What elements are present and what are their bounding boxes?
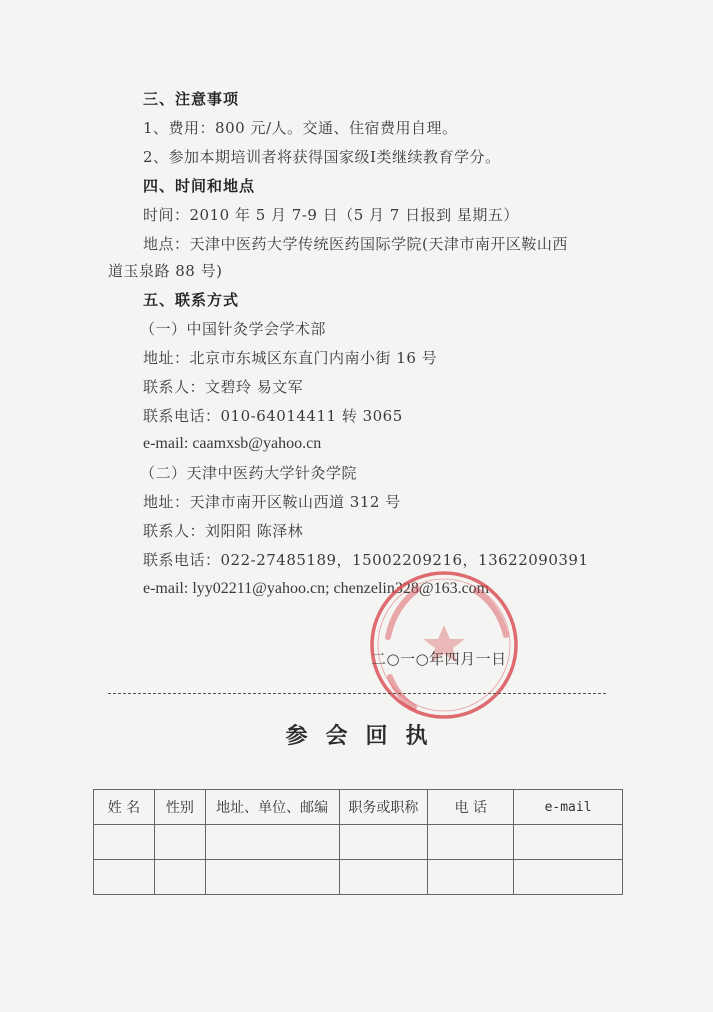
org2-phone: 联系电话：022-27485189，15002209216，13622090391 [143, 551, 589, 569]
notes-heading: 三、注意事项 [143, 90, 240, 108]
org2-email: e-mail: lyy02211@yahoo.cn; chenzelin328@163.com [143, 580, 490, 597]
notes-item-1: 1、费用：800 元/人。交通、住宿费用自理。 [143, 119, 458, 137]
table-cell[interactable] [514, 860, 623, 895]
org1-email: e-mail: caamxsb@yahoo.cn [143, 435, 322, 452]
document-date: 二○一○年四月一日 [371, 650, 507, 668]
org1-phone: 联系电话：010-64014411 转 3065 [143, 407, 403, 425]
time-place-heading: 四、时间和地点 [143, 177, 256, 195]
place-line-1: 地点：天津中医药大学传统医药国际学院(天津市南开区鞍山西 [143, 235, 568, 253]
header-title: 职务或职称 [339, 790, 428, 825]
org2-name: （二）天津中医药大学针灸学院 [140, 464, 358, 482]
table-cell[interactable] [94, 860, 155, 895]
reply-form-table [93, 789, 623, 895]
table-header-row [94, 790, 623, 825]
table-cell[interactable] [428, 860, 514, 895]
org1-address: 地址：北京市东城区东直门内南小街 16 号 [143, 349, 438, 367]
table-cell[interactable] [154, 860, 205, 895]
table-cell[interactable] [514, 825, 623, 860]
cut-line-divider [108, 693, 606, 694]
table-row [94, 860, 623, 895]
table-row [94, 825, 623, 860]
table-cell[interactable] [205, 825, 339, 860]
header-address: 地址、单位、邮编 [205, 790, 339, 825]
header-gender: 性别 [154, 790, 205, 825]
table-cell[interactable] [94, 825, 155, 860]
header-name: 姓 名 [94, 790, 155, 825]
header-phone: 电 话 [428, 790, 514, 825]
table-cell[interactable] [205, 860, 339, 895]
table-cell[interactable] [428, 825, 514, 860]
org2-person: 联系人：刘阳阳 陈泽林 [143, 522, 304, 540]
header-email: e-mail [514, 790, 623, 825]
official-seal-stamp [366, 567, 522, 723]
notes-item-2: 2、参加本期培训者将获得国家级Ⅰ类继续教育学分。 [143, 148, 501, 166]
org2-address: 地址：天津市南开区鞍山西道 312 号 [143, 493, 401, 511]
table-cell[interactable] [154, 825, 205, 860]
org1-person: 联系人：文碧玲 易文军 [143, 378, 304, 396]
org1-name: （一）中国针灸学会学术部 [140, 320, 327, 338]
table-cell[interactable] [339, 860, 428, 895]
contact-heading: 五、联系方式 [143, 291, 240, 309]
table-cell[interactable] [339, 825, 428, 860]
reply-form-title: 参会回执 [285, 724, 446, 749]
place-line-2: 道玉泉路 88 号) [108, 262, 223, 280]
time-line: 时间：2010 年 5 月 7-9 日（5 月 7 日报到 星期五） [143, 206, 519, 224]
